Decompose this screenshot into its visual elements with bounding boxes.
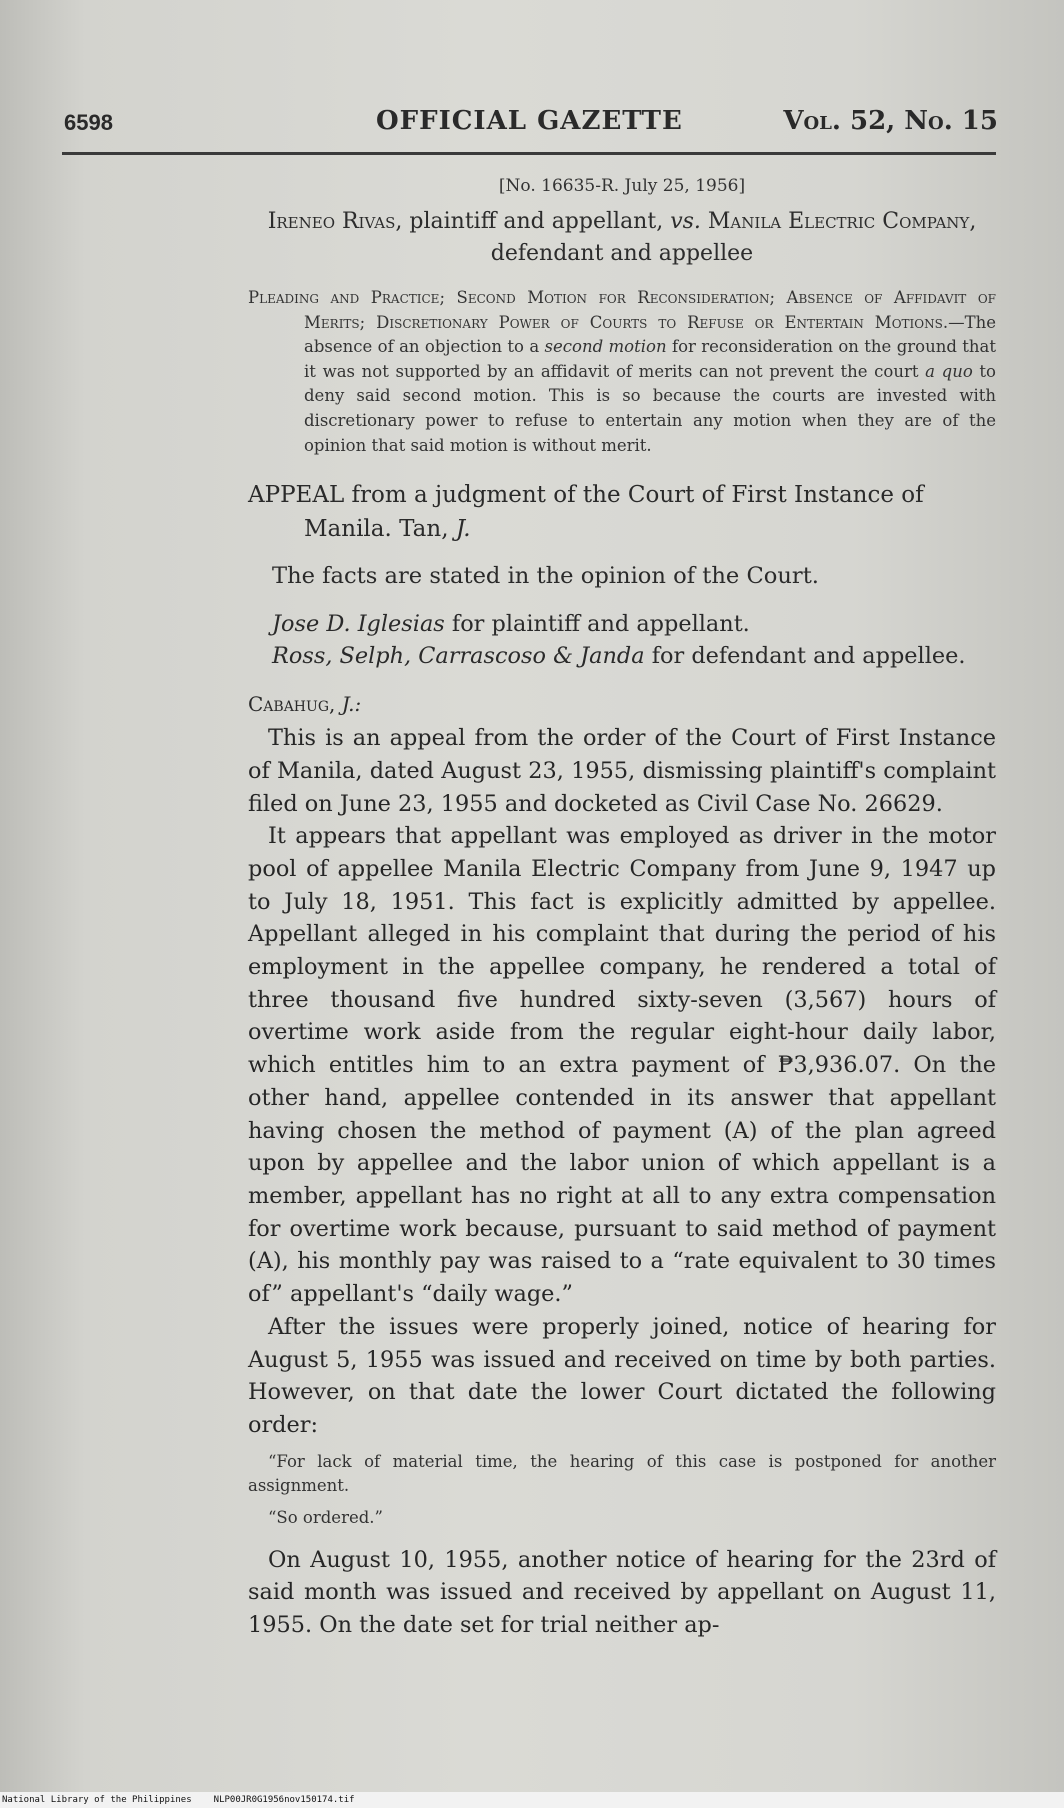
plaintiff-counsel-text: for plaintiff and appellant.: [444, 611, 750, 638]
scan-filename: NLP00JR0G1956nov150174.tif: [213, 1795, 355, 1805]
volume-number: Vol. 52, No. 15: [783, 106, 998, 136]
defendant-counsel: [248, 640, 996, 672]
library-credit: National Library of the Philippines: [2, 1795, 192, 1805]
page-header: [64, 104, 998, 140]
syllabus-text-2: for reconsideration on the ground that it was not supported by an affidavit of merits can not prevent the court: [304, 337, 997, 381]
page-number: 6598: [64, 110, 113, 135]
paragraph: It appears that appellant was employed as driver in the motor pool of appellee Manila Electric Company from June 9, 1947 up to July 18, 1951. This fact is explicitly admitted by appellee. Appellant alleged in his complaint that during the period of his employment in the appellee company, he rendered a total of three thousand five hundred sixty-seven (3,567) hours of overtime work aside from the regular eight-hour daily labor, which entitles him to an extra payment of ₱3,936.07. On the other hand, appellee contended in its answer that appellant having chosen the method of payment (A) of the plan agreed upon by appellee and the labor union of which appellant is a member, appellant has no right at all to any extra compensation for overtime work because, pursuant to said method of payment (A), his monthly pay was raised to a “rate equivalent to 30 times of” appellant's “daily wage.”: [248, 823, 996, 1308]
appeal-line: [248, 478, 996, 546]
syllabus-text-1: —The absence of an objection to a: [304, 312, 996, 357]
header-rule: [62, 152, 996, 155]
syllabus-heading: Pleading and Practice; Second Motion for Reconsideration; Absence of Affidavit of Merits; Discretionary Power of Courts to Refuse or Entertain Motions.: [248, 288, 996, 332]
syllabus-italic-1: second motion: [544, 337, 667, 357]
plaintiff-role: , plaintiff and appellant,: [395, 209, 671, 234]
defendant-counsel-name: Ross, Selph, Carrascoso & Janda: [272, 643, 645, 670]
quoted-order-closing: “So ordered.”: [268, 1507, 383, 1527]
page-body: [248, 168, 996, 1642]
scan-footer: [0, 1792, 1064, 1808]
plaintiff-name: Ireneo Rivas: [267, 209, 396, 234]
defendant-role: , defendant and appellee: [490, 209, 977, 266]
plaintiff-counsel-name: Jose D. Iglesias: [272, 611, 445, 638]
syllabus: [248, 286, 996, 458]
facts-statement: The facts are stated in the opinion of the Court.: [272, 563, 819, 590]
case-number: [No. 16635-R. July 25, 1956]: [498, 176, 746, 196]
appeal-judge: J.: [455, 516, 471, 543]
syllabus-text-3: to deny said second motion. This is so because the courts are invested with discretionary power to refuse to entertain any motion when they are of the opinion that said motion is without merit.: [304, 361, 996, 455]
appeal-text: APPEAL from a judgment of the Court of First Instance of Manila. Tan,: [248, 482, 924, 543]
ponente: [248, 692, 996, 716]
publication-title: OFFICIAL GAZETTE: [376, 106, 683, 136]
paragraph: This is an appeal from the order of the Court of First Instance of Manila, dated August 23, 1955, dismissing plaintiff's complaint filed on June 23, 1955 and docketed as Civil Case No. 26629.: [248, 725, 996, 817]
defendant-counsel-text: for defendant and appellee.: [644, 643, 966, 670]
ponente-suffix: J.:: [341, 692, 362, 717]
quoted-order: “For lack of material time, the hearing of this case is postponed for another assignment.: [248, 1451, 996, 1495]
versus: vs.: [670, 209, 701, 234]
plaintiff-counsel: [248, 608, 996, 640]
case-parties: [248, 206, 996, 270]
paragraph: After the issues were properly joined, notice of hearing for August 5, 1955 was issued and received on time by both parties. However, on that date the lower Court dictated the following order:: [248, 1313, 996, 1438]
defendant-name: Manila Electric Company: [707, 209, 970, 234]
ponente-name: Cabahug,: [248, 692, 342, 717]
paragraph: On August 10, 1955, another notice of hearing for the 23rd of said month was issued and received by appellant on August 11, 1955. On the date set for trial neither ap-: [248, 1546, 996, 1639]
syllabus-italic-2: a quo: [925, 361, 973, 381]
